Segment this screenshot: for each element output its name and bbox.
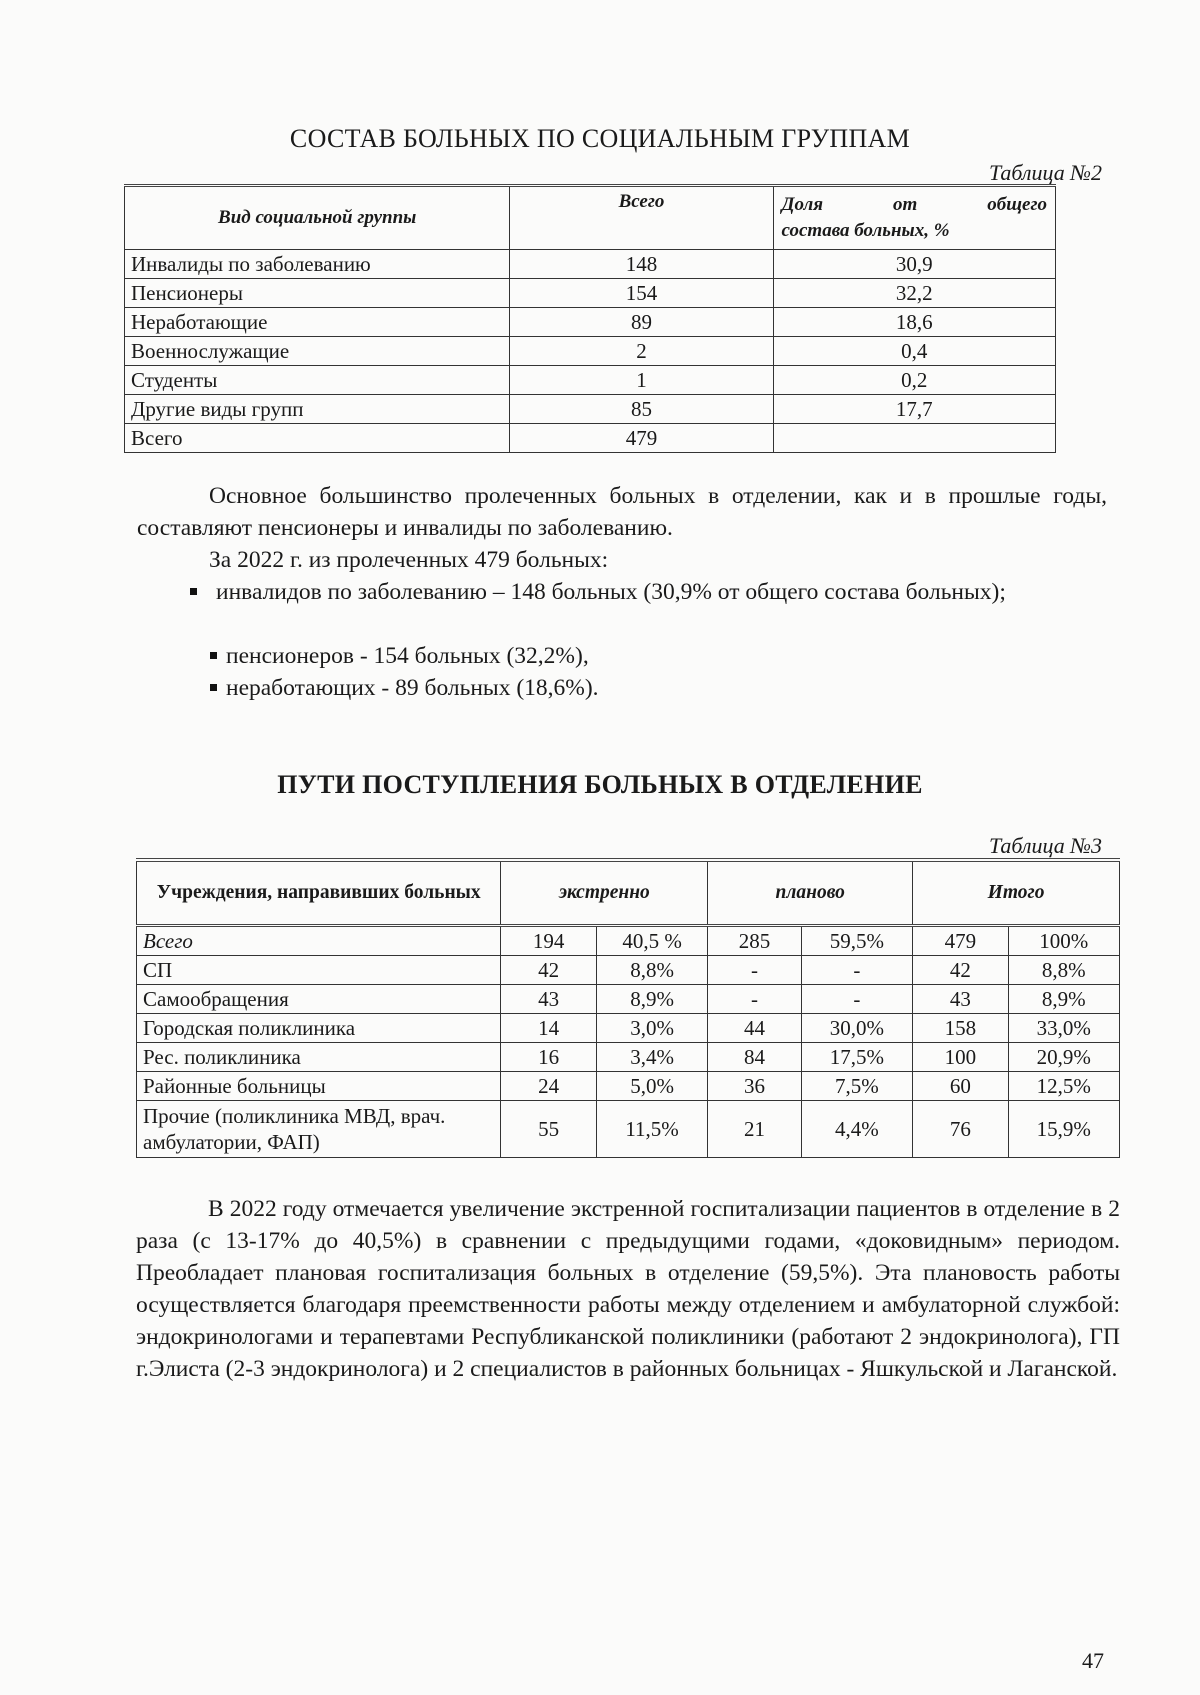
header-institution: Учреждения, направивших больных bbox=[137, 860, 501, 926]
bullet-item bbox=[190, 576, 1107, 608]
emergency-percent: 8,8% bbox=[596, 956, 707, 985]
total-percent: 8,9% bbox=[1008, 985, 1120, 1014]
row-share: 17,7 bbox=[773, 395, 1055, 424]
planned-count: 21 bbox=[708, 1101, 801, 1158]
bullet-text: неработающих - 89 больных (18,6%). bbox=[226, 675, 599, 701]
admission-routes-table bbox=[136, 858, 1120, 1158]
emergency-count: 24 bbox=[501, 1072, 596, 1101]
social-groups-table bbox=[124, 184, 1056, 453]
paragraph-emergency-increase: В 2022 году отмечается увеличение экстренной госпитализации пациентов в отделение в 2 раза (с 13-17% до 40,5%) в сравнении с предыдущими годами, «доковидным» периодом. Преобладает плановая госпитализация больных в отделение (59,5%). Эта плановость работы осуществляется благодаря преемственности работы между отделением и амбулаторной службой: эндокринологами и терапевтами Республиканской поликлиники (работают 2 эндокринолога), ГП г.Элиста (2-3 эндокринолога) и 2 специалистов в районных больницах - Яшкульской и Лаганской. bbox=[136, 1196, 1120, 1382]
row-total: 479 bbox=[510, 424, 773, 453]
total-count: 43 bbox=[913, 985, 1008, 1014]
header-share bbox=[773, 186, 1055, 250]
header-planned: планово bbox=[708, 860, 913, 926]
emergency-percent: 3,0% bbox=[596, 1014, 707, 1043]
paragraph-year-total: За 2022 г. из пролеченных 479 больных: bbox=[209, 547, 609, 573]
total-percent: 20,9% bbox=[1008, 1043, 1120, 1072]
header-group: Вид социальной группы bbox=[125, 186, 510, 250]
emergency-count: 42 bbox=[501, 956, 596, 985]
row-label: Другие виды групп bbox=[125, 395, 510, 424]
table-row bbox=[137, 956, 1120, 985]
row-total: 154 bbox=[510, 279, 773, 308]
planned-count: 84 bbox=[708, 1043, 801, 1072]
table-row bbox=[125, 250, 1056, 279]
total-percent: 100% bbox=[1008, 926, 1120, 956]
table-row bbox=[125, 308, 1056, 337]
header-emergency: экстренно bbox=[501, 860, 708, 926]
row-label: Рес. поликлиника bbox=[137, 1043, 501, 1072]
total-percent: 15,9% bbox=[1008, 1101, 1120, 1158]
total-percent: 8,8% bbox=[1008, 956, 1120, 985]
total-percent: 33,0% bbox=[1008, 1014, 1120, 1043]
section-title-admission-routes: ПУТИ ПОСТУПЛЕНИЯ БОЛЬНЫХ В ОТДЕЛЕНИЕ bbox=[277, 770, 923, 799]
row-share: 30,9 bbox=[773, 250, 1055, 279]
table-header-row bbox=[137, 860, 1120, 926]
row-share: 0,4 bbox=[773, 337, 1055, 366]
row-total: 2 bbox=[510, 337, 773, 366]
emergency-percent: 8,9% bbox=[596, 985, 707, 1014]
planned-percent: - bbox=[801, 985, 912, 1014]
table-row bbox=[137, 1072, 1120, 1101]
planned-count: 285 bbox=[708, 926, 801, 956]
row-label: Городская поликлиника bbox=[137, 1014, 501, 1043]
bullet-square-icon bbox=[190, 588, 197, 595]
row-share: 32,2 bbox=[773, 279, 1055, 308]
total-count: 100 bbox=[913, 1043, 1008, 1072]
planned-count: 44 bbox=[708, 1014, 801, 1043]
paragraph-main-groups: Основное большинство пролеченных больных в отделении, как и в прошлые годы, составляют пенсионеры и инвалиды по заболеванию. bbox=[137, 483, 1107, 541]
emergency-percent: 5,0% bbox=[596, 1072, 707, 1101]
bullet-item bbox=[210, 640, 589, 672]
row-total: 1 bbox=[510, 366, 773, 395]
total-count: 42 bbox=[913, 956, 1008, 985]
row-share: 0,2 bbox=[773, 366, 1055, 395]
total-count: 60 bbox=[913, 1072, 1008, 1101]
section-title-social-groups: СОСТАВ БОЛЬНЫХ ПО СОЦИАЛЬНЫМ ГРУППАМ bbox=[289, 124, 911, 153]
row-label: Районные больницы bbox=[137, 1072, 501, 1101]
table-row bbox=[137, 1043, 1120, 1072]
bullet-text: пенсионеров - 154 больных (32,2%), bbox=[226, 643, 589, 669]
total-percent: 12,5% bbox=[1008, 1072, 1120, 1101]
row-label: СП bbox=[137, 956, 501, 985]
row-label: Всего bbox=[125, 424, 510, 453]
bullet-square-icon bbox=[210, 684, 217, 691]
emergency-percent: 11,5% bbox=[596, 1101, 707, 1158]
bullet-item bbox=[210, 672, 599, 704]
planned-percent: 17,5% bbox=[801, 1043, 912, 1072]
row-label: Военнослужащие bbox=[125, 337, 510, 366]
planned-percent: 59,5% bbox=[801, 926, 912, 956]
emergency-count: 55 bbox=[501, 1101, 596, 1158]
bullet-square-icon bbox=[210, 652, 217, 659]
table-row bbox=[137, 985, 1120, 1014]
planned-percent: 4,4% bbox=[801, 1101, 912, 1158]
total-count: 479 bbox=[913, 926, 1008, 956]
table-row bbox=[125, 337, 1056, 366]
total-count: 158 bbox=[913, 1014, 1008, 1043]
table-header-row bbox=[125, 186, 1056, 250]
emergency-percent: 40,5 % bbox=[596, 926, 707, 956]
row-total: 148 bbox=[510, 250, 773, 279]
emergency-count: 14 bbox=[501, 1014, 596, 1043]
total-count: 76 bbox=[913, 1101, 1008, 1158]
row-label: Пенсионеры bbox=[125, 279, 510, 308]
table-label-2: Таблица №2 bbox=[988, 160, 1102, 185]
row-total: 85 bbox=[510, 395, 773, 424]
row-label: Неработающие bbox=[125, 308, 510, 337]
emergency-count: 43 bbox=[501, 985, 596, 1014]
row-share bbox=[773, 424, 1055, 453]
table-row bbox=[137, 926, 1120, 956]
table-row-total bbox=[125, 424, 1056, 453]
planned-count: - bbox=[708, 956, 801, 985]
planned-percent: - bbox=[801, 956, 912, 985]
table-row bbox=[125, 279, 1056, 308]
header-total: Итого bbox=[913, 860, 1120, 926]
planned-count: - bbox=[708, 985, 801, 1014]
bullet-text: инвалидов по заболеванию – 148 больных (30,9% от общего состава больных); bbox=[216, 579, 1006, 605]
row-total: 89 bbox=[510, 308, 773, 337]
header-share-line1: Доля от общего bbox=[781, 194, 1047, 215]
planned-percent: 7,5% bbox=[801, 1072, 912, 1101]
table-row bbox=[137, 1101, 1120, 1158]
page-number: 47 bbox=[1082, 1648, 1104, 1673]
row-label: Всего bbox=[137, 926, 501, 956]
table-row bbox=[137, 1014, 1120, 1043]
header-share-line2: состава больных, % bbox=[781, 220, 950, 241]
row-label: Инвалиды по заболеванию bbox=[125, 250, 510, 279]
row-label: Прочие (поликлиника МВД, врач. амбулатории, ФАП) bbox=[137, 1101, 501, 1158]
planned-count: 36 bbox=[708, 1072, 801, 1101]
planned-percent: 30,0% bbox=[801, 1014, 912, 1043]
emergency-count: 16 bbox=[501, 1043, 596, 1072]
table-label-3: Таблица №3 bbox=[988, 833, 1102, 858]
table-row bbox=[125, 366, 1056, 395]
row-label: Студенты bbox=[125, 366, 510, 395]
row-label: Самообращения bbox=[137, 985, 501, 1014]
table-row bbox=[125, 395, 1056, 424]
header-total: Всего bbox=[510, 186, 773, 250]
emergency-percent: 3,4% bbox=[596, 1043, 707, 1072]
emergency-count: 194 bbox=[501, 926, 596, 956]
row-share: 18,6 bbox=[773, 308, 1055, 337]
